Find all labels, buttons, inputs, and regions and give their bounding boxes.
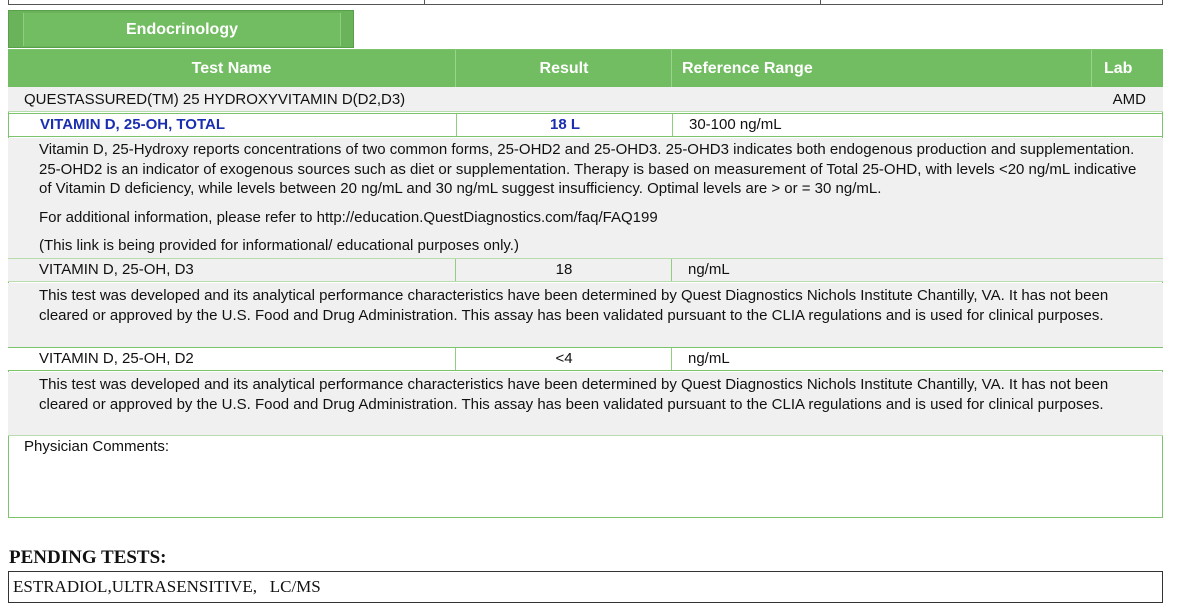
- pending-tests-title: PENDING TESTS:: [9, 547, 167, 568]
- test-reference-range: ng/mL: [671, 259, 1180, 281]
- test-name: VITAMIN D, 25-OH, D2: [39, 350, 194, 367]
- note-text: This test was developed and its analytical performance characteristics have been determined by Quest Diagnostics Nichols Institute Chantilly, VA. It has not been cleared or approved by the U.S. Food and Drug Administration. This assay has been validated pursuant to the CLIA regulations and is used for clinical purposes.: [39, 287, 1109, 324]
- header-test-name: Test Name: [191, 60, 272, 77]
- note-text: This test was developed and its analytical performance characteristics have been determined by Quest Diagnostics Nichols Institute Chantilly, VA. It has not been cleared or approved by the U.S. Food and Drug Administration. This assay has been validated pursuant to the CLIA regulations and is used for clinical purposes.: [39, 376, 1109, 413]
- note-text: Vitamin D, 25-Hydroxy reports concentrations of two common forms, 25-OHD2 and 25-OHD3. 25-OHD3 indicates both endogenous production and supplementation. 25-OHD2 is an indicator of exogenous sources such as diet or supplementation. Therapy is based on measurement of Total 25-OHD, with levels <20 ng/mL indicative of Vitamin D deficiency, while levels between 20 ng/mL and 30 ng/mL suggest insufficiency. Optimal levels are > or = 30 ng/mL.: [39, 141, 1137, 197]
- table-row: [8, 258, 1163, 282]
- test-name: VITAMIN D, 25-OH, TOTAL: [40, 116, 226, 133]
- test-group-name: QUESTASSURED(TM) 25 HYDROXYVITAMIN D(D2,D3): [24, 91, 406, 108]
- test-note: [8, 372, 1163, 436]
- previous-table-bottom: [8, 0, 1163, 5]
- test-reference-range: 30-100 ng/mL: [672, 114, 1181, 136]
- header-result: Result: [455, 50, 672, 87]
- note-disclaimer: (This link is being provided for informational/ educational purposes only.): [39, 237, 519, 254]
- test-group-lab: AMD: [1112, 91, 1146, 108]
- header-lab: Lab: [1091, 50, 1176, 87]
- table-row: [8, 347, 1163, 371]
- pending-test-item: ESTRADIOL,ULTRASENSITIVE, LC/MS: [8, 571, 1163, 603]
- test-result: 18: [455, 259, 672, 281]
- test-name: VITAMIN D, 25-OH, D3: [39, 261, 194, 278]
- section-tab-endocrinology[interactable]: [8, 10, 354, 48]
- physician-comments-label: Physician Comments:: [24, 438, 170, 455]
- section-tab-label: Endocrinology: [23, 13, 341, 46]
- note-link-text[interactable]: For additional information, please refer to http://education.QuestDiagnostics.com/faq/FAQ199: [39, 208, 658, 226]
- header-reference-range: Reference Range: [671, 50, 1102, 87]
- test-group-row: [8, 87, 1163, 112]
- table-header: [8, 50, 1163, 87]
- test-note: [8, 138, 1163, 258]
- test-note: [8, 283, 1163, 347]
- test-reference-range: ng/mL: [671, 348, 1180, 370]
- test-result-flagged: 18 L: [456, 114, 673, 136]
- test-result: <4: [455, 348, 672, 370]
- table-row: [8, 113, 1163, 137]
